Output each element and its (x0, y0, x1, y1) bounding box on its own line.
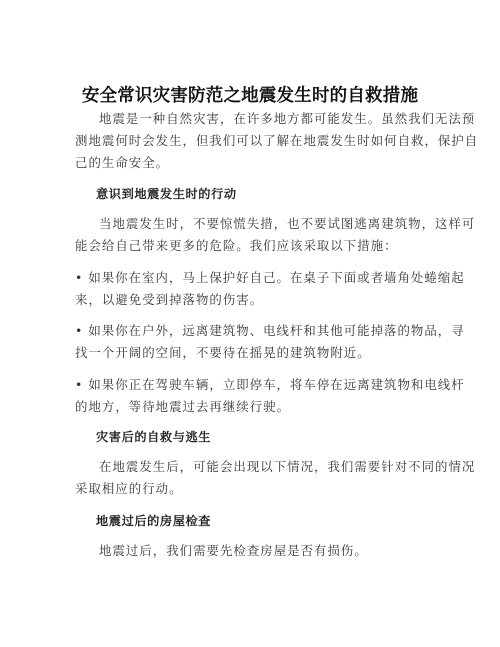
intro-line-2: 测地震何时会发生，但我们可以了解在地震发生时如何自救，保护自 (75, 133, 479, 148)
section-heading-2: 灾害后的自救与逃生 (96, 430, 212, 444)
section1-line-1: 当地震发生时，不要惊慌失措，也不要试图逃离建筑物，这样可 (99, 216, 476, 231)
bullet-driving-line-1: • 如果你正在驾驶车辆，立即停车，将车停在远离建筑物和电线杆 (75, 377, 465, 392)
bullet-driving-line-2: 的地方，等待地震过去再继续行驶。 (75, 399, 291, 414)
intro-line-3: 己的生命安全。 (75, 155, 170, 170)
section3-paragraph (75, 540, 427, 562)
section-heading-3: 地震过后的房屋检查 (96, 514, 212, 528)
intro-paragraph (75, 108, 479, 174)
bullet-driving (75, 374, 465, 418)
bullet-outdoor (75, 320, 465, 364)
intro-line-1: 地震是一种自然灾害，在许多地方都可能发生。虽然我们无法预 (99, 111, 476, 126)
section2-paragraph (75, 456, 476, 500)
section2-line-1: 在地震发生后，可能会出现以下情况，我们需要针对不同的情况 (99, 459, 476, 474)
section3-line-1: 地震过后，我们需要先检查房屋是否有损伤。 (99, 543, 368, 558)
bullet-outdoor-line-2: 找一个开阔的空间，不要待在摇晃的建筑物附近。 (75, 345, 371, 360)
bullet-indoor (75, 267, 465, 311)
bullet-outdoor-line-1: • 如果你在户外，远离建筑物、电线杆和其他可能掉落的物品，寻 (75, 323, 465, 338)
section2-line-2: 采取相应的行动。 (75, 481, 183, 496)
bullet-indoor-line-2: 来，以避免受到掉落物的伤害。 (75, 292, 264, 307)
document-title: 安全常识灾害防范之地震发生时的自救措施 (81, 86, 419, 106)
section1-paragraph (75, 213, 476, 257)
section1-line-2: 能会给自己带来更多的危险。我们应该采取以下措施： (75, 238, 398, 253)
section-heading-1: 意识到地震发生时的行动 (96, 187, 237, 201)
bullet-indoor-line-1: • 如果你在室内，马上保护好自己。在桌子下面或者墙角处蜷缩起 (75, 270, 465, 285)
